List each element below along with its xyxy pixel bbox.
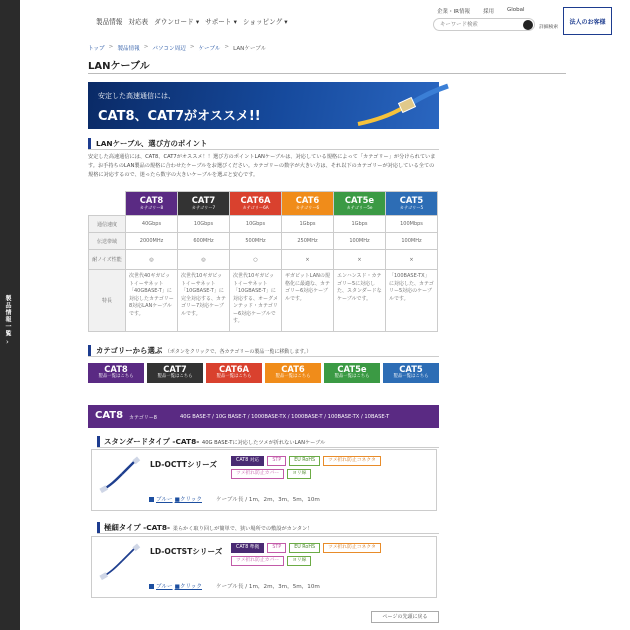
spec-col-sub: カテゴリー7 — [191, 204, 216, 210]
cat8-section-specs: 40G BASE-T / 10G BASE-T / 1000BASE-TX / 1000BASE-T / 100BASE-TX / 10BASE-T — [180, 414, 390, 420]
category-button-cat5[interactable] — [383, 363, 439, 383]
cable-lengths: ケーブル長 / 1m，2m，3m，5m，10m — [216, 584, 320, 590]
tag-twisted-wire: ヨリ線 — [287, 469, 311, 479]
feature-tags — [231, 543, 431, 566]
category-section-title — [88, 345, 311, 356]
category-button-cat5e[interactable] — [324, 363, 380, 383]
feature-tags — [231, 456, 431, 479]
cable-product-image — [98, 456, 140, 494]
breadcrumb — [88, 44, 266, 52]
category-button-label: CAT6A — [219, 364, 249, 374]
search-input[interactable] — [440, 21, 518, 29]
util-link-ir[interactable]: 企業・IR情報 — [437, 9, 470, 15]
category-button-label: CAT5 — [399, 364, 423, 374]
detail-search-link[interactable]: 詳細検索 — [539, 25, 559, 30]
lan-cable-image — [358, 84, 448, 128]
spec-row-label: 通信速度 — [89, 216, 126, 233]
tag-eu-rohs: EU RoHS — [289, 543, 320, 553]
category-button-label: CAT7 — [163, 364, 187, 374]
spec-feature-cell: エンハンスド・カテゴリー5に対応した、スタンダードなケーブルです。 — [334, 270, 386, 332]
points-intro-text: 安定した高速通信には、CAT8、CAT7がオススメ！！選び方のポイントLANケーブルは、対応している規格によって「カテゴリー」が分けられています。お手持ちのLAN製品の規格に合わせたケーブルをお選びください。カテゴリーの数字が大きい方は、それ以下のカテゴリーが対応している全ての規格に対応するので、迷ったら数字の大きいケーブルを選ぶと安心です。 — [88, 154, 436, 178]
spec-col-sub: カテゴリー6 — [295, 204, 320, 210]
title-divider — [88, 73, 566, 74]
type-title-note: 柔らかく取り回しが簡単で、狭い場所での敷設がカンタン！ — [172, 526, 313, 532]
type-title-text: 極細タイプ -CAT8- — [104, 523, 171, 532]
cat8-section-sub: カテゴリー8 — [129, 415, 157, 421]
spec-cell: 500MHz — [230, 233, 282, 250]
category-divider — [88, 356, 439, 357]
breadcrumb-separator: > — [189, 44, 195, 50]
category-button-label: CAT6 — [281, 364, 305, 374]
spec-cell: 2000MHz — [126, 233, 178, 250]
spec-cell: ◎ — [178, 250, 230, 270]
tag-eu-rohs: EU RoHS — [289, 456, 320, 466]
color-swatch-blue — [149, 584, 154, 589]
type-divider — [97, 533, 439, 534]
spec-col-name: CAT8 — [139, 194, 164, 205]
category-note: （ボタンをクリックで、各カテゴリーの製品一覧に移動します。） — [164, 349, 312, 355]
spec-row-features — [89, 270, 438, 332]
page-title: LANケーブル — [88, 61, 150, 72]
spec-row-label: 特長 — [89, 270, 126, 332]
breadcrumb-top[interactable]: トップ — [88, 46, 105, 52]
tag-cat8: CAT8 対応 — [231, 456, 264, 466]
tag-anti-snag-connector: ツメ折れ防止コネクタ — [323, 543, 381, 553]
spec-feature-cell: 次世代40ギガビットイーサネット「40GBASE-T」に対応したカテゴリー8対応LANケーブルです。 — [126, 270, 178, 332]
spec-row-label: 伝送帯域 — [89, 233, 126, 250]
tag-anti-snag-connector: ツメ折れ防止コネクタ — [323, 456, 381, 466]
color-link-text: ブルー — [156, 497, 173, 503]
tag-twisted-wire: ヨリ線 — [287, 556, 311, 566]
product-list-side-tab[interactable] — [0, 0, 20, 630]
spec-cell: 100Mbps — [386, 216, 438, 233]
spec-col-name: CAT7 — [191, 194, 216, 205]
cat8-section-label: CAT8 — [95, 410, 124, 421]
spec-cell: 1Gbps — [282, 216, 334, 233]
spec-col-cat8 — [126, 192, 178, 216]
spec-cell: ◎ — [126, 250, 178, 270]
color-link-blue[interactable] — [149, 495, 202, 503]
spec-cell: 1Gbps — [334, 216, 386, 233]
breadcrumb-separator: > — [224, 44, 230, 50]
nav-item-support[interactable]: サポート ▾ — [205, 18, 237, 26]
spec-header-row — [89, 192, 438, 216]
spec-col-cat6 — [282, 192, 334, 216]
category-button-sub: 製品一覧はこちら — [275, 374, 311, 379]
color-swatch-blue — [149, 497, 154, 502]
global-nav — [96, 16, 288, 26]
spec-row-speed — [89, 216, 438, 233]
spec-cell: ○ — [230, 250, 282, 270]
category-button-label: CAT8 — [104, 364, 128, 374]
color-link-text: ブルー — [156, 584, 173, 590]
spec-cell: × — [282, 250, 334, 270]
product-name[interactable]: LD-OCTTシリーズ — [150, 460, 217, 469]
spec-feature-cell: 「100BASE-TX」に対応した、カテゴリー5対応のケーブルです。 — [386, 270, 438, 332]
tag-anti-snag-cover: ツメ折れ防止カバー — [231, 469, 284, 479]
spec-cell: 100MHz — [334, 233, 386, 250]
spec-col-cat5e — [334, 192, 386, 216]
spec-col-name: CAT5e — [344, 194, 375, 205]
product-card-ld-octst — [91, 536, 437, 598]
breadcrumb-cable[interactable]: ケーブル — [198, 46, 221, 52]
chevron-right-icon: › — [6, 338, 9, 346]
spec-cell: × — [386, 250, 438, 270]
spec-corner — [89, 192, 126, 216]
category-button-cat7[interactable] — [147, 363, 203, 383]
brand-logo-area[interactable] — [30, 8, 85, 32]
spec-col-sub: カテゴリー5 — [399, 204, 424, 210]
category-button-sub: 製品一覧はこちら — [334, 374, 370, 379]
spec-col-name: CAT6A — [240, 194, 271, 205]
spec-cell: 10Gbps — [178, 216, 230, 233]
cable-lengths: ケーブル長 / 1m，2m，3m，5m，10m — [216, 497, 320, 503]
spec-cell: 600MHz — [178, 233, 230, 250]
category-button-cat6a[interactable] — [206, 363, 262, 383]
spec-cell: 10Gbps — [230, 216, 282, 233]
color-link-click: ■クリック — [174, 497, 202, 503]
spec-cell: 250MHz — [282, 233, 334, 250]
standard-type-title — [97, 436, 325, 447]
spec-row-label: 耐ノイズ性能 — [89, 250, 126, 270]
product-card-ld-octt — [91, 449, 437, 511]
category-button-sub: 製品一覧はこちら — [216, 374, 252, 379]
type-title-note: 40G BASE-Tに対応したツメが折れないLANケーブル — [201, 440, 326, 446]
category-title-text: カテゴリーから選ぶ — [96, 346, 163, 355]
nav-item-products[interactable]: 製品情報 — [96, 18, 123, 26]
side-tab-label: 製品情報一覧 — [4, 295, 11, 337]
spec-col-sub: カテゴリー5e — [346, 204, 373, 210]
color-link-click: ■クリック — [174, 584, 202, 590]
type-title-text: スタンダードタイプ -CAT8- — [104, 437, 200, 446]
hero-line1: 安定した高速通信には、 — [98, 92, 175, 100]
category-button-cat6[interactable] — [265, 363, 321, 383]
spec-row-bandwidth — [89, 233, 438, 250]
spec-feature-cell: 次世代10ギガビットイーサネット「10GBASE-T」に対応する、オーグメンテッド・カテゴリー6対応ケーブルです。 — [230, 270, 282, 332]
search-box — [433, 18, 535, 31]
category-button-cat8[interactable] — [88, 363, 144, 383]
tag-anti-snag-cover: ツメ折れ防止カバー — [231, 556, 284, 566]
spec-col-sub: カテゴリー6A — [242, 204, 269, 210]
thin-type-title — [97, 522, 312, 533]
cable-product-image — [98, 543, 140, 581]
spec-col-cat5 — [386, 192, 438, 216]
lan-logo: LAN — [446, 99, 477, 113]
nav-item-shopping[interactable]: ショッピング ▾ — [242, 18, 288, 26]
spec-row-noise — [89, 250, 438, 270]
points-divider — [88, 149, 439, 150]
utility-links — [437, 7, 525, 15]
nav-item-download[interactable]: ダウンロード ▾ — [154, 18, 200, 26]
tag-cat8: CAT8 準拠 — [231, 543, 264, 553]
hero-line2: CAT8、CAT7がオススメ!! — [98, 109, 261, 124]
spec-col-name: CAT5 — [399, 194, 424, 205]
category-button-sub: 製品一覧はこちら — [393, 374, 429, 379]
corporate-customers-button[interactable]: 法人のお客様 — [563, 7, 612, 35]
spec-cell: × — [334, 250, 386, 270]
back-to-top-button[interactable]: ページの先頭に戻る — [371, 611, 439, 623]
search-icon[interactable] — [523, 20, 533, 30]
spec-col-name: CAT6 — [295, 194, 320, 205]
spec-col-cat7 — [178, 192, 230, 216]
util-link-global[interactable]: Global — [506, 7, 525, 13]
breadcrumb-separator: > — [108, 44, 114, 50]
color-link-blue[interactable] — [149, 582, 202, 590]
breadcrumb-pc-peripherals[interactable]: パソコン周辺 — [152, 46, 186, 52]
cat8-section-header — [88, 405, 439, 428]
spec-feature-cell: ギガビットLANの規格化に最適な、カテゴリー6対応ケーブルです。 — [282, 270, 334, 332]
breadcrumb-products[interactable]: 製品情報 — [117, 46, 140, 52]
spec-cell: 100MHz — [386, 233, 438, 250]
category-button-sub: 製品一覧はこちら — [157, 374, 193, 379]
breadcrumb-separator: > — [143, 44, 149, 50]
spec-col-sub: カテゴリー8 — [139, 204, 164, 210]
category-button-row — [88, 363, 439, 383]
spec-table — [88, 191, 438, 332]
spec-feature-cell: 次世代10ギガビットイーサネット「10GBASE-T」に完全対応する、カテゴリー7対応ケーブルです。 — [178, 270, 230, 332]
breadcrumb-current: LANケーブル — [233, 46, 267, 52]
spec-col-cat6a — [230, 192, 282, 216]
category-button-sub: 製品一覧はこちら — [98, 374, 134, 379]
tag-stp: STP — [267, 543, 286, 553]
spec-cell: 40Gbps — [126, 216, 178, 233]
points-section-title: LANケーブル、選び方のポイント — [88, 138, 207, 149]
product-name[interactable]: LD-OCTSTシリーズ — [150, 547, 223, 556]
tag-stp: STP — [267, 456, 286, 466]
type-divider — [97, 447, 439, 448]
hero-banner — [88, 82, 477, 129]
nav-item-compat[interactable]: 対応表 — [128, 18, 149, 26]
util-link-recruit[interactable]: 採用 — [482, 9, 494, 15]
category-button-label: CAT5e — [337, 364, 367, 374]
